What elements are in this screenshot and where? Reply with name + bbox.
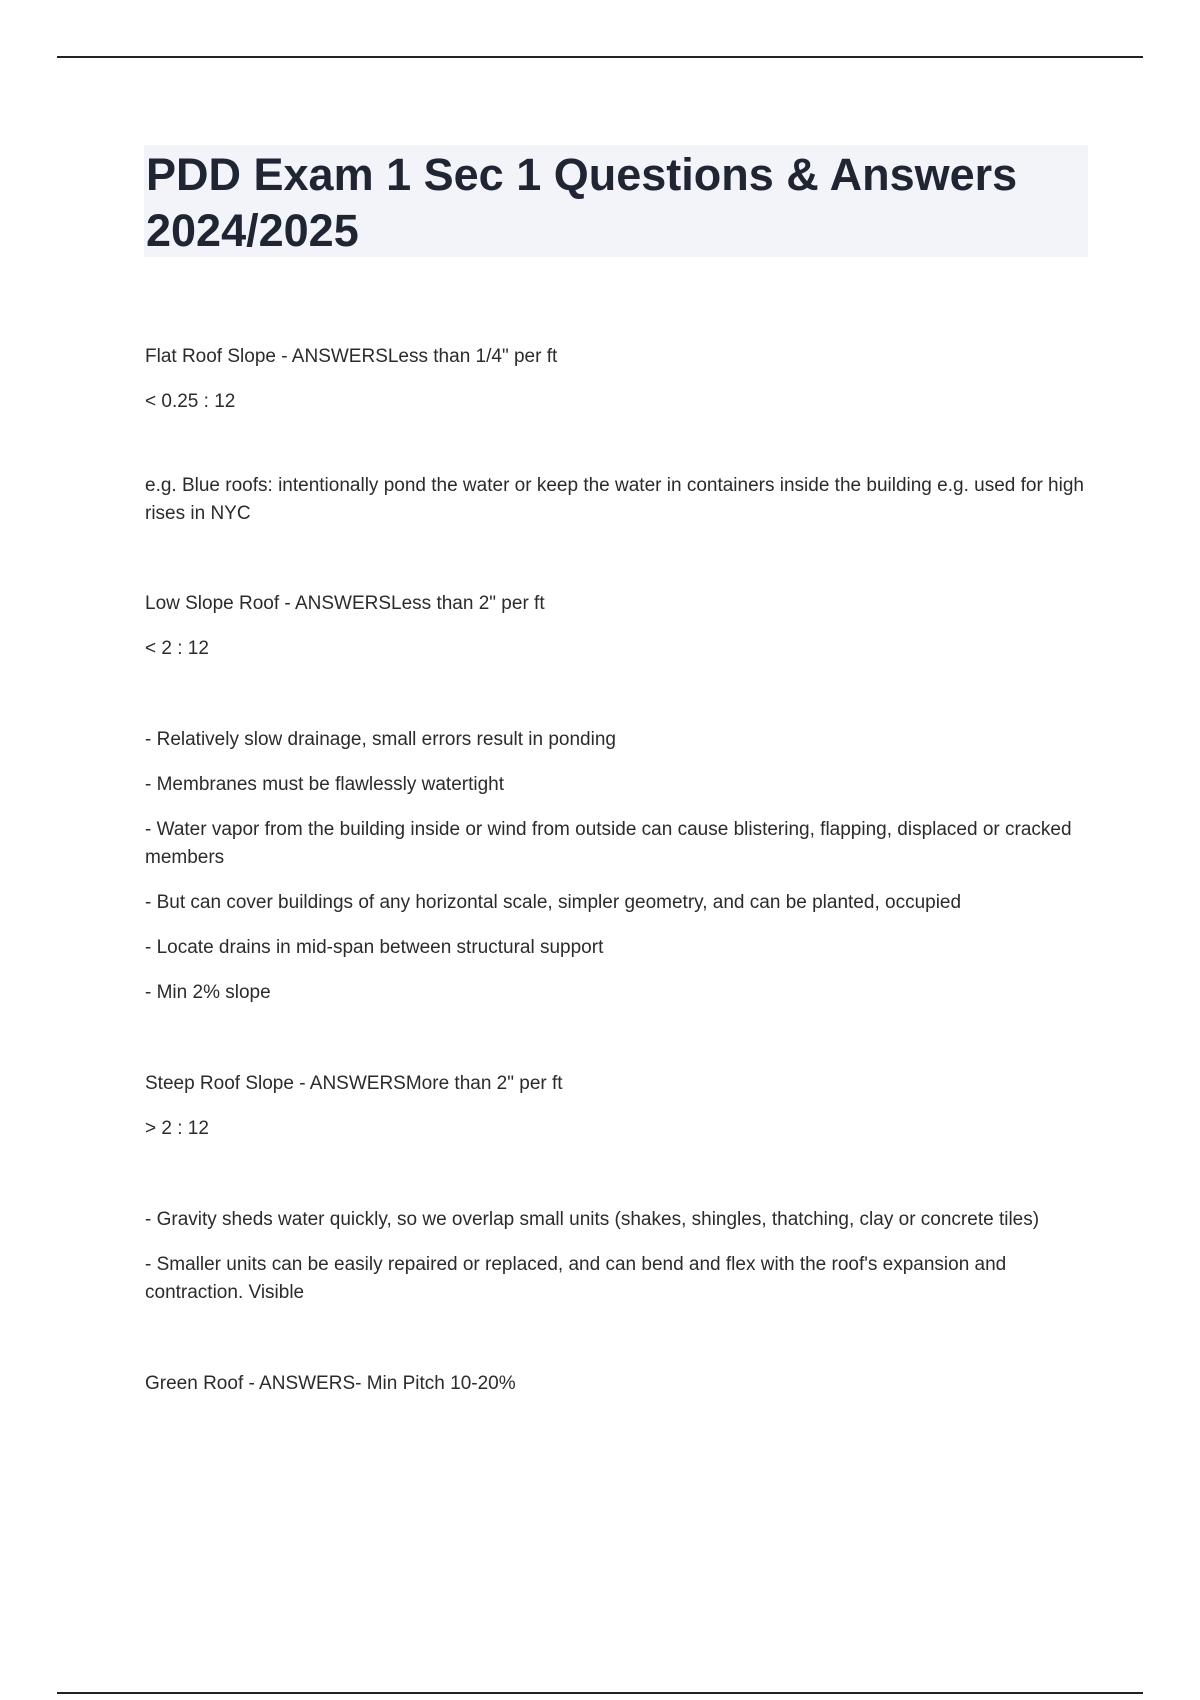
bottom-rule — [57, 1692, 1143, 1694]
low-slope-ratio: < 2 : 12 — [145, 638, 209, 659]
steep-slope-ratio: > 2 : 12 — [145, 1118, 209, 1139]
flat-roof-ratio: < 0.25 : 12 — [145, 391, 236, 412]
low-slope-bullet: - Min 2% slope — [145, 982, 271, 1003]
steep-slope-bullet: - Gravity sheds water quickly, so we overlap small units (shakes, shingles, thatching, clay or concrete tiles) — [145, 1209, 1040, 1230]
flat-roof-note: e.g. Blue roofs: intentionally pond the water or keep the water in containers inside the building e.g. used for high rises in NYC — [145, 475, 1084, 524]
green-roof-question: Green Roof - ANSWERS- Min Pitch 10-20% — [145, 1373, 516, 1394]
steep-slope-bullet: - Smaller units can be easily repaired or replaced, and can bend and flex with the roof's expansion and contraction. Visible — [145, 1254, 1007, 1303]
title-banner — [144, 145, 1088, 257]
page-title: PDD Exam 1 Sec 1 Questions & Answers 2024/2025 — [146, 149, 1018, 256]
low-slope-question: Low Slope Roof - ANSWERSLess than 2" per ft — [145, 593, 545, 614]
low-slope-bullet: - Membranes must be flawlessly watertight — [145, 774, 505, 795]
low-slope-bullet: - Locate drains in mid-span between structural support — [145, 937, 604, 958]
flat-roof-question: Flat Roof Slope - ANSWERSLess than 1/4" per ft — [145, 346, 558, 367]
document-body — [145, 343, 1090, 1398]
top-rule — [57, 56, 1143, 58]
low-slope-bullet: - But can cover buildings of any horizontal scale, simpler geometry, and can be planted, occupied — [145, 892, 962, 913]
low-slope-bullet: - Water vapor from the building inside or wind from outside can cause blistering, flapping, displaced or cracked members — [145, 819, 1072, 868]
low-slope-bullet: - Relatively slow drainage, small errors result in ponding — [145, 729, 616, 750]
steep-slope-question: Steep Roof Slope - ANSWERSMore than 2" per ft — [145, 1073, 563, 1094]
